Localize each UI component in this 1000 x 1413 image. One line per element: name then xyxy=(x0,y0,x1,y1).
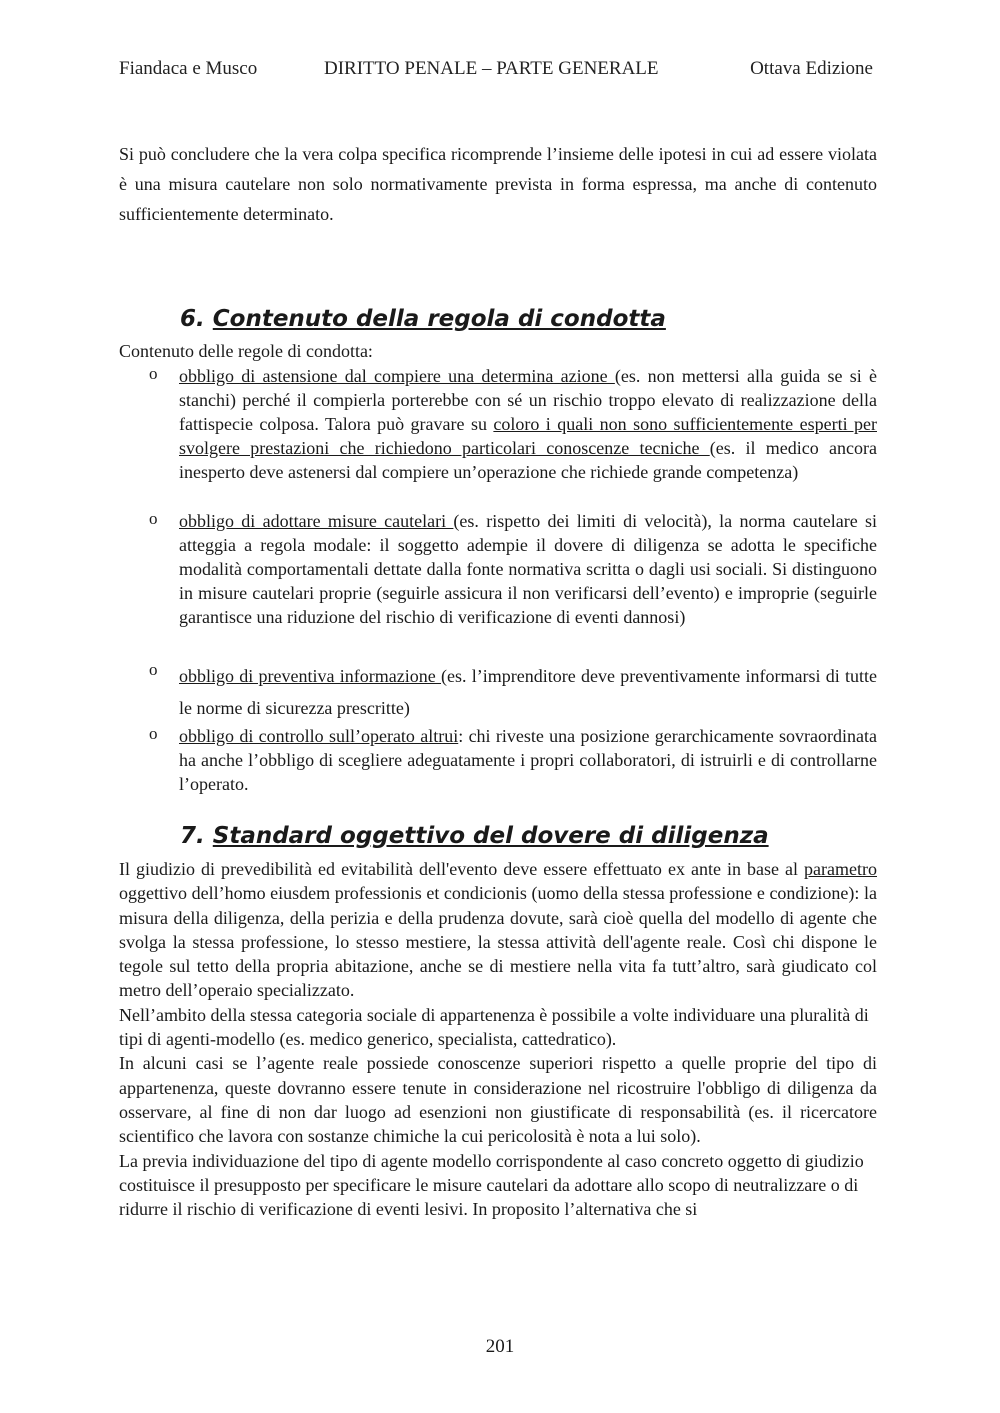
item-text: (es. l’imprenditore deve preventivamente informarsi di tutte le norme di sicurezza prescritte) xyxy=(179,666,877,718)
section-6-lead: Contenuto delle regole di condotta: xyxy=(119,341,373,361)
item-underlined-term: coloro i quali non sono sufficientemente esperti per svolgere prestazioni che richiedono particolari conoscenze tecniche xyxy=(179,414,877,458)
header-edition: Ottava Edizione xyxy=(750,58,873,79)
page-number: 201 xyxy=(485,1336,515,1357)
header-book-title: DIRITTO PENALE – PARTE GENERALE xyxy=(324,58,659,79)
bullet-marker: o xyxy=(149,724,158,743)
header-authors: Fiandaca e Musco xyxy=(119,58,258,79)
section-7-body xyxy=(119,857,877,1221)
paragraph-text: oggettivo dell’homo eiusdem professionis et condicionis (uomo della stessa professione e condizione): la misura della diligenza, della perizia e della prudenza dovute, sarà cioè quella del modello di agente che svolga la stessa professione, lo stesso mestiere, la stessa attività dell'agente reale. Così chi dispone le tegole sul tetto della propria abitazione, anche se di mestiere nella vita fa tutt’altro, sarà giudicato col metro dell’operaio specializzato. xyxy=(119,883,877,1001)
paragraph-text: Il giudizio di prevedibilità ed evitabilità dell'evento deve essere effettuato ex ante in base al xyxy=(119,859,805,879)
paragraph: La previa individuazione del tipo di agente modello corrispondente al caso concreto oggetto di giudizio costituisce il presupposto per specificare le misure cautelari da adottare allo scopo di neutralizzare o di ridurre il rischio di verificazione di eventi lesivi. In proposito l’alternativa che si xyxy=(119,1150,864,1220)
paragraph: Nell’ambito della stessa categoria sociale di appartenenza è possibile a volte individuare una pluralità di tipi di agenti-modello (es. medico generico, specialista, cattedratico). xyxy=(119,1004,869,1050)
item-text: : chi riveste una posizione gerarchicamente sovraordinata ha anche l’obbligo di scegliere adeguatamente i propri collaboratori, di istruirli e di controllarne l’operato. xyxy=(179,726,878,794)
item-text: (es. rispetto dei limiti di velocità), la norma cautelare si atteggia a regola modale: il soggetto adempie il dovere di diligenza se adotta le specifiche modalità comportamentali dettate dalla fonte normativa scritta o dagli usi sociali. Si distinguono in misure cautelari proprie (seguirle assicura il non verificarsi dell’evento) e improprie (seguirle garantisce una riduzione del rischio di verificazione di eventi dannosi) xyxy=(179,511,877,627)
list-item-text xyxy=(179,364,877,484)
list-item-text xyxy=(179,660,877,724)
section-7-heading xyxy=(180,823,769,849)
underlined-term: parametro xyxy=(804,859,877,879)
bullet-marker: o xyxy=(149,509,158,528)
section-6-title: Contenuto della regola di condotta xyxy=(212,306,666,332)
item-underlined-term: obbligo di astensione dal compiere una determina azione xyxy=(179,366,615,386)
item-underlined-term: obbligo di preventiva informazione xyxy=(179,666,442,686)
item-text: (es. il medico ancora inesperto deve astenersi dal compiere un’operazione che richiede grande competenza) xyxy=(179,438,877,482)
bullet-marker: o xyxy=(149,364,158,383)
paragraph: In alcuni casi se l’agente reale possiede conoscenze superiori rispetto a quelle proprie del tipo di appartenenza, queste dovranno essere tenute in considerazione nel ricostruire l'obbligo di diligenza da osservare, al fine di non dar luogo ad esenzioni non giustificate di responsabilità (es. il ricercatore scientifico che lavora con sostanze chimiche la cui pericolosità è nota a lui solo). xyxy=(119,1053,877,1147)
item-text: (es. non mettersi alla guida se si è stanchi) perché il compierla porterebbe con sé un rischio troppo elevato di realizzazione della fattispecie colposa. Talora può gravare su xyxy=(179,366,878,434)
bullet-marker: o xyxy=(149,660,158,679)
intro-paragraph: Si può concludere che la vera colpa specifica ricomprende l’insieme delle ipotesi in cui ad essere violata è una misura cautelare non solo normativamente prevista in forma espressa, ma anche di contenuto sufficientemente determinato. xyxy=(119,144,877,224)
section-6-heading xyxy=(180,306,666,332)
list-item-text xyxy=(179,724,877,796)
section-7-number: 7. xyxy=(180,823,205,849)
item-underlined-term: obbligo di adottare misure cautelari xyxy=(179,511,454,531)
paragraph xyxy=(119,857,877,1003)
item-underlined-term: obbligo di controllo sull’operato altrui xyxy=(179,726,459,746)
section-7-title: Standard oggettivo del dovere di diligenza xyxy=(212,823,769,849)
section-6-number: 6. xyxy=(180,306,205,332)
running-header xyxy=(119,58,879,84)
list-item-text xyxy=(179,509,877,629)
